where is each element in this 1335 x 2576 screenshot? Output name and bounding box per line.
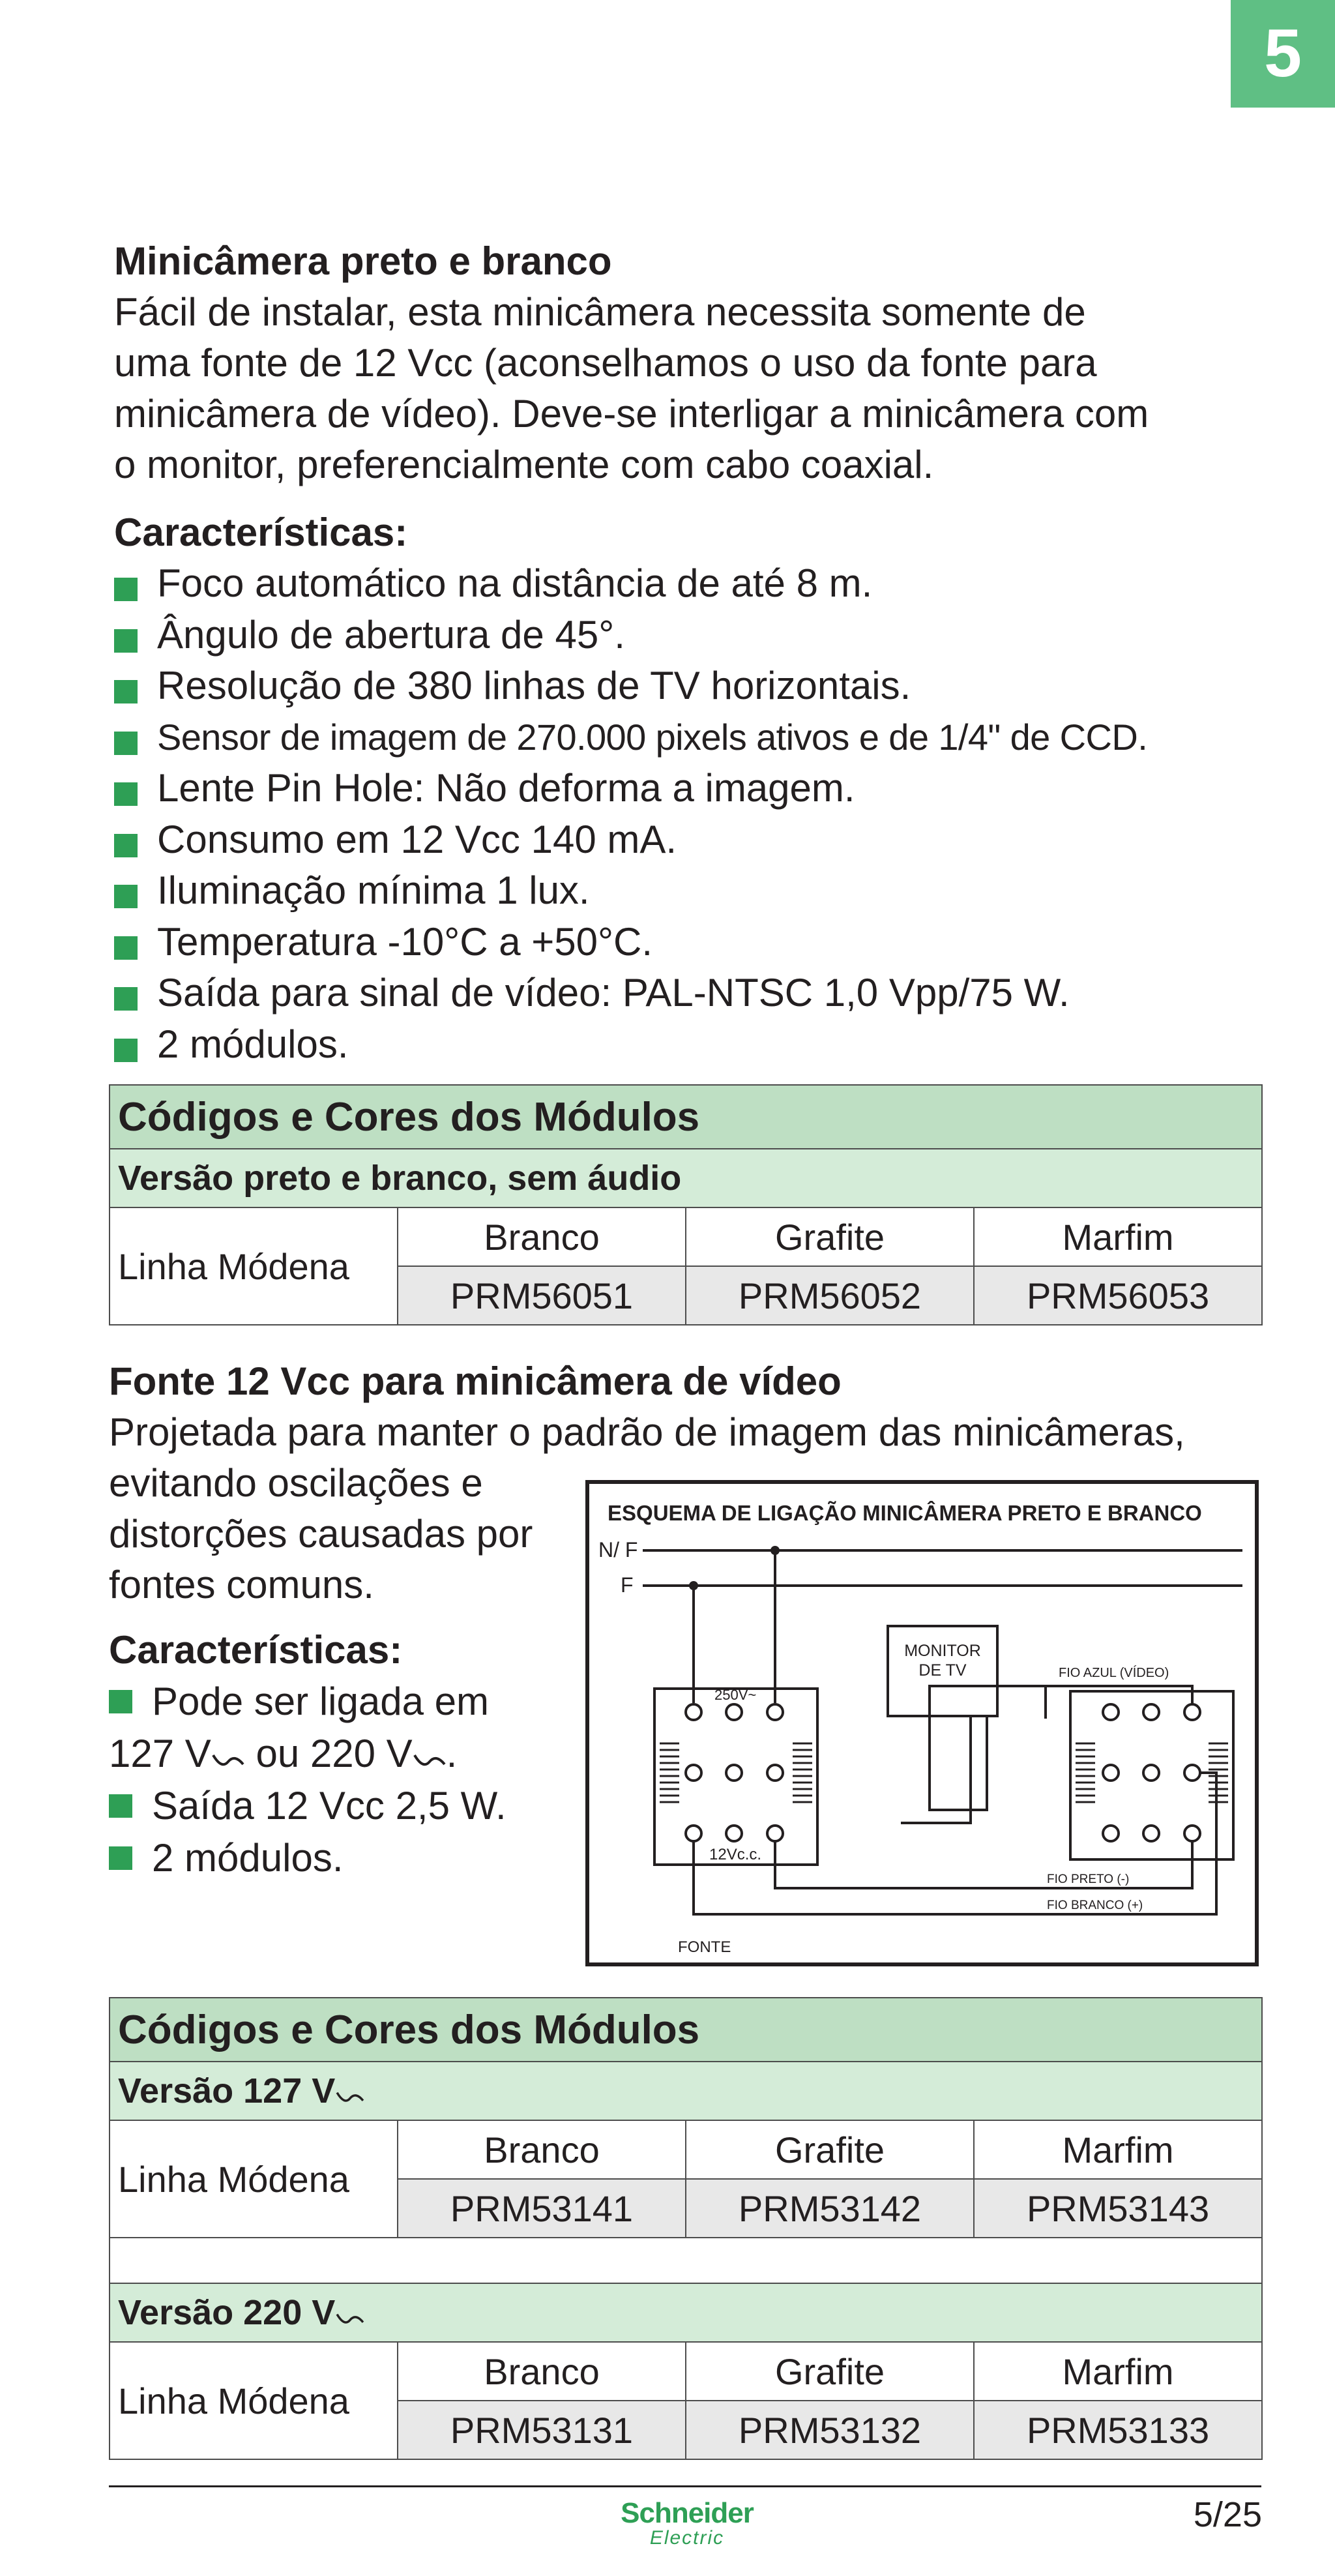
bullet-square-icon (114, 732, 138, 755)
table-line-label: Linha Módena (110, 2342, 398, 2459)
bullet-square-icon (114, 680, 138, 703)
section-description-line: Projetada para manter o padrão de imagem das minicâmeras, (109, 1410, 1185, 1454)
list-item: Temperatura -10°C a +50°C. (114, 917, 1261, 968)
features-title: Características: (109, 1628, 403, 1672)
power-supply-module (654, 1687, 817, 1865)
list-item: Saída 12 Vcc 2,5 W. (109, 1780, 565, 1832)
ac-symbol-icon (335, 2087, 365, 2104)
table-color: Grafite (686, 2342, 974, 2401)
table-code: PRM53131 (398, 2401, 686, 2459)
label-f: F (621, 1573, 634, 1597)
bullet-square-icon (114, 834, 138, 857)
table-color: Marfim (974, 1207, 1262, 1266)
label-nf: N/ F (598, 1538, 638, 1562)
table-code: PRM56053 (974, 1266, 1262, 1325)
table-color: Branco (398, 2342, 686, 2401)
section-description-line: Fácil de instalar, esta minicâmera necessita somente de (114, 290, 1086, 334)
table-color: Branco (398, 2120, 686, 2179)
section-title: Minicâmera preto e branco (114, 239, 612, 283)
table-version: Versão preto e branco, sem áudio (110, 1149, 1262, 1207)
list-item: Iluminação mínima 1 lux. (114, 865, 1261, 917)
label-fio-azul: FIO AZUL (VÍDEO) (1059, 1666, 1169, 1680)
features-list (114, 558, 1261, 1070)
bullet-square-icon (109, 1846, 132, 1870)
table-code: PRM56051 (398, 1266, 686, 1325)
section-description-line: uma fonte de 12 Vcc (aconselhamos o uso da fonte para (114, 341, 1097, 385)
section-power-supply (109, 1356, 1261, 1458)
section-power-supply-left (109, 1458, 565, 1884)
table-code: PRM53133 (974, 2401, 1262, 2459)
bullet-square-icon (114, 1039, 138, 1062)
bullet-square-icon (109, 1794, 132, 1818)
list-item: Pode ser ligada em (109, 1676, 565, 1728)
diagram-title: ESQUEMA DE LIGAÇÃO MINICÂMERA PRETO E BRANCO (608, 1501, 1202, 1525)
list-item: 127 V ou 220 V . (109, 1732, 458, 1775)
table-title: Códigos e Cores dos Módulos (110, 1085, 1262, 1149)
section-description-line: distorções causadas por (109, 1512, 533, 1556)
label-fonte: FONTE (678, 1938, 731, 1956)
chapter-number-tab: 5 (1231, 0, 1335, 108)
tv-monitor-box (888, 1626, 997, 1716)
section-description-line: evitando oscilações e (109, 1461, 483, 1505)
label-fio-branco: FIO BRANCO (+) (1047, 1899, 1143, 1912)
bullet-square-icon (114, 936, 138, 960)
table-color: Marfim (974, 2120, 1262, 2179)
ac-symbol-icon (211, 1749, 245, 1768)
section-minicamera (114, 236, 1261, 1070)
table-color: Grafite (686, 1207, 974, 1266)
table-line-label: Linha Módena (110, 1207, 398, 1325)
table-spacer (110, 2238, 1262, 2283)
ac-symbol-icon (413, 1749, 447, 1768)
schneider-logo: Schneider Electric (621, 2497, 754, 2549)
bullet-square-icon (114, 629, 138, 653)
bullet-square-icon (109, 1690, 132, 1713)
module-codes-table-bw (109, 1084, 1263, 1325)
list-item: 2 módulos. (109, 1832, 565, 1884)
list-item: Resolução de 380 linhas de TV horizontais. (114, 660, 1261, 712)
table-color: Branco (398, 1207, 686, 1266)
ac-symbol-icon (335, 2309, 365, 2326)
table-color: Marfim (974, 2342, 1262, 2401)
table-line-label: Linha Módena (110, 2120, 398, 2238)
table-code: PRM53141 (398, 2179, 686, 2238)
wiring-diagram (585, 1480, 1259, 1966)
section-description-line: minicâmera de vídeo). Deve-se interligar a minicâmera com (114, 392, 1149, 436)
label-250v: 250V~ (714, 1687, 757, 1703)
list-item: Consumo em 12 Vcc 140 mA. (114, 814, 1261, 866)
list-item: Lente Pin Hole: Não deforma a imagem. (114, 763, 1261, 814)
camera-module (1070, 1691, 1233, 1859)
footer-divider (109, 2485, 1261, 2487)
svg-text:MONITOR: MONITOR (904, 1642, 981, 1660)
table-color: Grafite (686, 2120, 974, 2179)
table-code: PRM56052 (686, 1266, 974, 1325)
features-title: Características: (114, 511, 408, 554)
table-code: PRM53142 (686, 2179, 974, 2238)
svg-text:DE TV: DE TV (918, 1661, 967, 1680)
features-list (109, 1676, 565, 1884)
section-description-line: o monitor, preferencialmente com cabo coaxial. (114, 443, 934, 486)
table-code: PRM53132 (686, 2401, 974, 2459)
module-codes-table-voltage (109, 1997, 1263, 2460)
table-code: PRM53143 (974, 2179, 1262, 2238)
label-fio-preto: FIO PRETO (-) (1047, 1873, 1130, 1886)
list-item: Sensor de imagem de 270.000 pixels ativos e de 1/4" de CCD. (114, 712, 1261, 763)
list-item: Foco automático na distância de até 8 m. (114, 558, 1261, 610)
list-item: Saída para sinal de vídeo: PAL-NTSC 1,0 Vpp/75 W. (114, 968, 1261, 1019)
table-title: Códigos e Cores dos Módulos (110, 1998, 1262, 2062)
list-item: 2 módulos. (114, 1019, 1261, 1071)
bullet-square-icon (114, 987, 138, 1011)
list-item: Ângulo de abertura de 45°. (114, 610, 1261, 661)
bullet-square-icon (114, 782, 138, 806)
label-12vcc: 12Vc.c. (709, 1846, 762, 1863)
table-version-220: Versão 220 V (110, 2283, 1262, 2342)
page-number: 5/25 (1193, 2495, 1262, 2534)
bullet-square-icon (114, 578, 138, 601)
section-title: Fonte 12 Vcc para minicâmera de vídeo (109, 1359, 842, 1403)
section-description-line: fontes comuns. (109, 1563, 374, 1606)
bullet-square-icon (114, 885, 138, 908)
table-version-127: Versão 127 V (110, 2062, 1262, 2120)
